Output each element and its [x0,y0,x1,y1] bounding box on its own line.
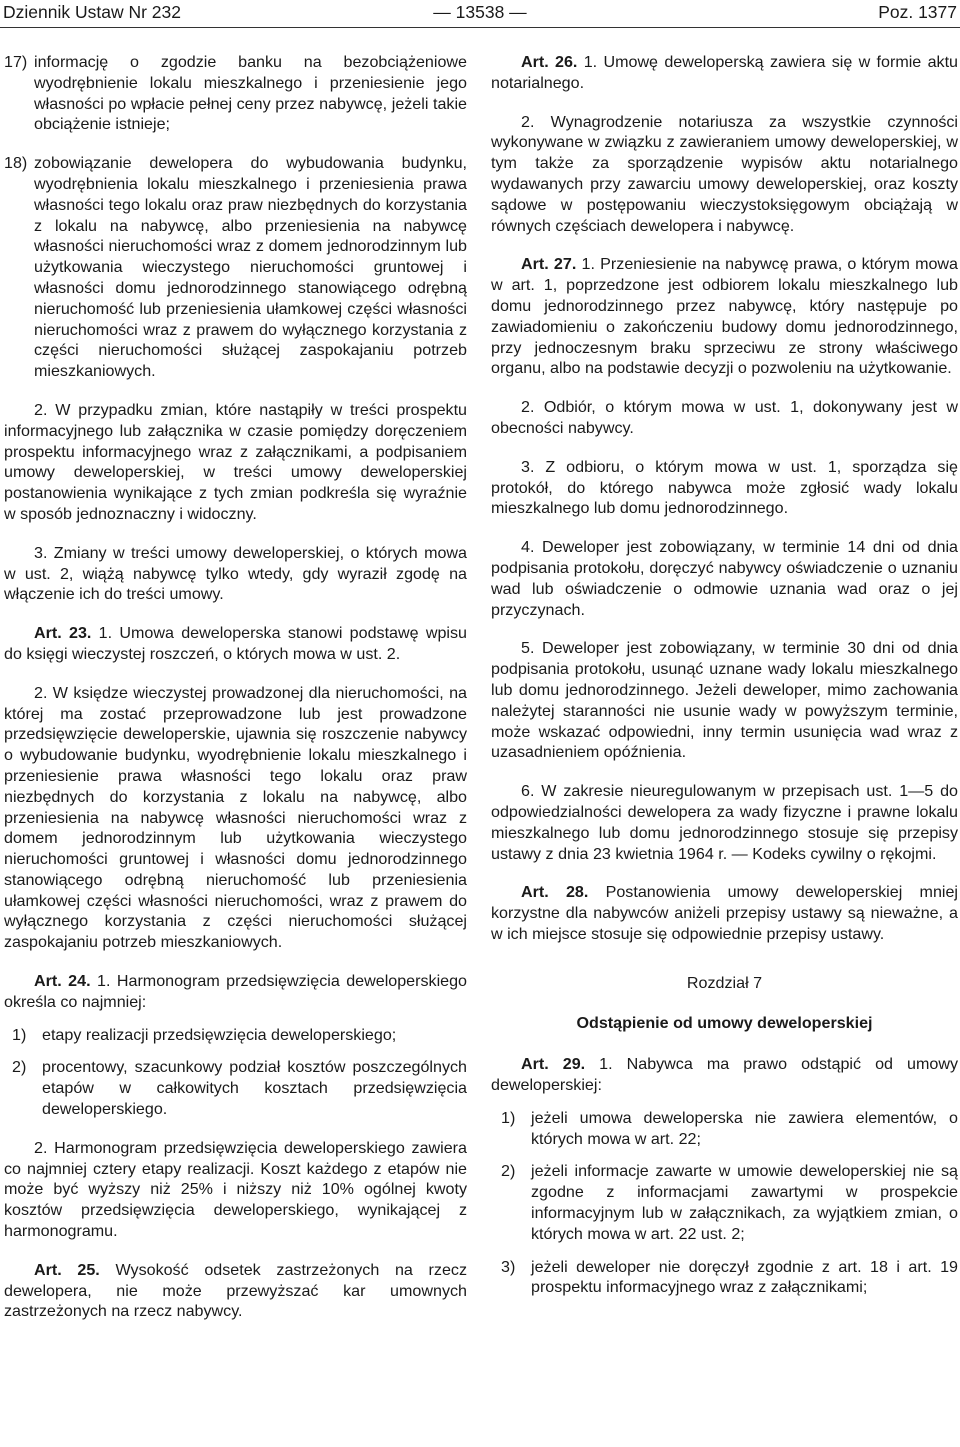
item-text: informację o zgodzie banku na bezobciążeniowe wyodrębnienie lokalu mieszkalnego i przeniesienie jego własności po wpłacie pełnej ceny przez nabywcę, jeżeli takie obciążenie istnieje; [34,53,467,134]
art27-paragraph-4: 4. Deweloper jest zobowiązany, w terminie 14 dni od dnia podpisania protokołu, doręczyć nabywcy oświadczenie o uznaniu wad lub oświadczenie o odmowie uznania wad oraz o jej przyczynach. [491,538,958,619]
item-text: jeżeli informacje zawarte w umowie deweloperskiej nie są zgodne z informacjami zawartymi w prospekcie informacyjnym lub w załącznikach, za wyjątkiem zmian, o których mowa w art. 22 ust. 2; [531,1162,958,1243]
chapter-number: Rozdział 7 [686,973,763,992]
article-label: Art. 23. [34,624,92,643]
art23-paragraph-1 [4,623,467,665]
art24-paragraph-1 [4,971,467,1013]
page-header [0,0,960,28]
article-text: 1. Harmonogram przedsięwzięcia deweloperskiego określa co najmniej: [4,972,468,1011]
article-text: 1. Umowę deweloperską zawiera się w formie aktu notarialnego. [491,53,958,92]
article-text: 1. Umowa deweloperska stanowi podstawę wpisu do księgi wieczystej roszczeń, o których mowa w ust. 2. [4,624,468,663]
item-text: jeżeli deweloper nie doręczył zgodnie z art. 18 i art. 19 prospektu informacyjnego wraz z załącznikami; [531,1257,958,1297]
art25-paragraph [4,1260,467,1322]
art29-paragraph-1 [491,1054,958,1096]
article-text: 1. Nabywca ma prawo odstąpić od umowy deweloperskiej: [491,1055,958,1095]
item-number: 2) [12,1058,27,1077]
art29-list-item-1 [501,1108,958,1150]
art24-list-item-2 [12,1057,467,1119]
art27-paragraph-6: 6. W zakresie nieuregulowanym w przepisach ust. 1—5 do odpowiedzialności dewelopera za wady fizyczne i prawne lokalu mieszkalnego lub domu jednorodzinnego stosuje się przepisy ustawy z dnia 23 kwietnia 1964 r. — Kodeks cywilny o rękojmi. [491,782,958,863]
art28-paragraph [491,882,958,944]
item-text: zobowiązanie dewelopera do wybudowania budynku, wyodrębnienia lokalu mieszkalnego i przeniesienia prawa własności tego lokalu oraz praw niezbędnych do korzystania z lokalu na nabywcę, albo przeniesienia na nabywcę własności nieruchomości wraz z domem jednorodzinnym lub użytkowania wieczystego nieruchomości gruntowej i własności domu jednorodzinnego stanowiącego odrębną nieruchomość lub przeniesienia ułamkowej części własności nieruchomości wraz z prawem do wyłącznego korzystania z części nieruchomości służącej zaspokajaniu potrzeb mieszkaniowych. [34,154,467,381]
art27-paragraph-2: 2. Odbiór, o którym mowa w ust. 1, dokonywany jest w obecności nabywcy. [491,398,958,437]
item-number: 2) [501,1162,516,1181]
list-item-18 [4,153,467,382]
article-text: 1. Przeniesienie na nabywcę prawa, o którym mowa w art. 1, poprzedzone jest odbiorem lokalu mieszkalnego lub domu jednorodzinnego przez nabywcę, który następuje po zawiadomieniu o zakończeniu budowy domu jednorodzinnego, przy jednoczesnym braku sprzeciwu ze strony właściwego organu, albo na podstawie decyzji o pozwoleniu na użytkowanie. [491,255,958,378]
item-text: procentowy, szacunkowy podział kosztów poszczególnych etapów w całkowitych kosztach przedsięwzięcia deweloperskiego. [42,1058,467,1119]
item-text: jeżeli umowa deweloperska nie zawiera elementów, o których mowa w art. 22; [531,1108,958,1148]
art24-list-item-1 [12,1025,467,1046]
header-rule [0,27,960,28]
art29-list-item-2 [501,1161,958,1244]
article-text: Postanowienia umowy deweloperskiej mniej korzystne dla nabywców aniżeli przepisy ustawy są nieważne, a w ich miejsce stosuje się odpowiednie przepisy ustawy. [491,883,958,943]
article-label: Art. 25. [34,1260,100,1279]
page-number: — 13538 — [433,2,527,22]
art27-paragraph-5: 5. Deweloper jest zobowiązany, w terminie 30 dni od dnia podpisania protokołu, usunąć uznane wady lokalu mieszkalnego lub domu jednorodzinnego. Jeżeli deweloper, mimo zachowania należytej staranności nie usunie wady w powyższym terminie, może wskazać odpowiedni, inny termin usunięcia wad wraz z uzasadnieniem opóźnienia. [491,639,958,762]
article-text: Wysokość odsetek zastrzeżonych na rzecz dewelopera, nie może przewyższać kar umownych zastrzeżonych na rzecz nabywcy. [4,1260,467,1321]
item-number: 3) [501,1257,516,1276]
art23-paragraph-2: 2. W księdze wieczystej prowadzonej dla nieruchomości, na której ma zostać przeprowadzone lub jest prowadzone przedsięwzięcie deweloperskie, ujawnia się roszczenie nabywcy o wybudowanie budynku, wyodrębnienie lokalu mieszkalnego i przeniesienie prawa własności tego lokalu oraz praw niezbędnych do korzystania z lokalu na nabywcę, albo przeniesienia na nabywcę własności nieruchomości wraz z domem jednorodzinnym lub użytkowania wieczystego nieruchomości gruntowej i własności domu jednorodzinnego stanowiącego odrębną nieruchomość lub przeniesienia ułamkowej części własności nieruchomości, wraz z prawem do wyłącznego korzystania z części nieruchomości służącej zaspokajaniu potrzeb mieszkaniowych. [4,683,467,952]
art27-paragraph-3: 3. Z odbioru, o którym mowa w ust. 1, sporządza się protokół, do którego nabywca może zgłosić wady lokalu mieszkalnego lub domu jednorodzinnego. [491,457,958,518]
art29-list-item-3 [501,1257,958,1299]
list-item-17 [4,52,467,135]
art26-paragraph-2: 2. Wynagrodzenie notariusza za wszystkie czynności wykonywane w związku z zawieraniem umowy deweloperskiej, w tym także za sporządzenie wypisów aktu notarialnego wydawanych przy zawarciu umowy deweloperskiej, oraz koszty sądowe w postępowaniu wieczystoksięgowym obciążają w równych częściach dewelopera i nabywcę. [491,112,958,235]
art24-paragraph-2: 2. Harmonogram przedsięwzięcia deweloperskiego zawiera co najmniej cztery etapy realizacji. Koszt każdego z etapów nie może być wyższy niż 25% i niższy niż 10% ogólnej kwoty kosztów przedsięwzięcia deweloperskiego, wynikającej z harmonogramu. [4,1138,467,1241]
art22-paragraph-2: 2. W przypadku zmian, które nastąpiły w treści prospektu informacyjnego lub załącznika w czasie pomiędzy doręczeniem prospektu informacyjnego wraz z załącznikami, a podpisaniem umowy deweloperskiej, w treści umowy deweloperskiej postanowienia wynikające z tych zmian podkreśla się wyraźnie w sposób jednoznaczny i widoczny. [4,400,467,523]
journal-title: Dziennik Ustaw Nr 232 [3,2,181,22]
article-label: Art. 26. [521,53,578,71]
left-column [4,52,467,1340]
art27-paragraph-1 [491,254,958,379]
right-column [491,52,958,1298]
article-label: Art. 29. [521,1055,586,1074]
art26-paragraph-1 [491,52,958,94]
art22-paragraph-3: 3. Zmiany w treści umowy deweloperskiej, o których mowa w ust. 2, wiążą nabywcę tylko wtedy, gdy wyraził zgodę na włączenie ich do treści umowy. [4,543,467,604]
item-number: 1) [501,1108,516,1127]
article-label: Art. 28. [521,883,589,902]
item-number: 18) [4,154,28,173]
chapter-title: Odstąpienie od umowy deweloperskiej [576,1014,873,1033]
article-label: Art. 27. [521,255,577,274]
article-label: Art. 24. [34,972,91,991]
item-number: 1) [12,1025,27,1044]
item-number: 17) [4,53,28,71]
position-number: Poz. 1377 [878,2,957,22]
item-text: etapy realizacji przedsięwzięcia deweloperskiego; [42,1025,397,1044]
